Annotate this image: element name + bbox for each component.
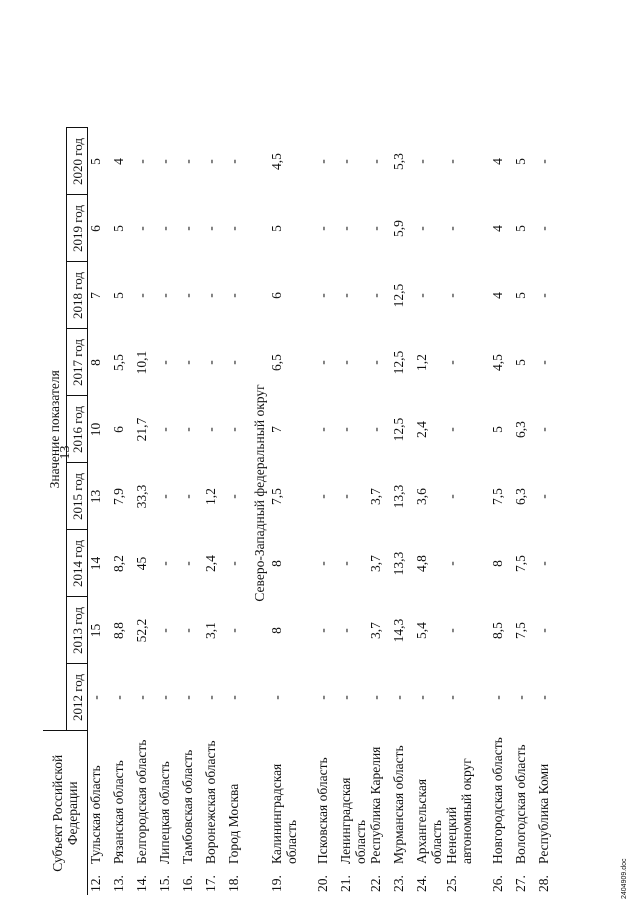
value-cell: -: [368, 159, 383, 164]
region-name: Республика Коми: [536, 763, 551, 864]
value-cell: 33,3: [134, 484, 149, 509]
value-cell: -: [180, 427, 195, 432]
value-cell: -: [444, 159, 459, 164]
value-cell: -: [203, 427, 218, 432]
value-cell: -: [134, 695, 149, 700]
value-cell: -: [368, 427, 383, 432]
region-name: Калининградская область: [269, 763, 299, 864]
value-cell: 6,5: [269, 354, 284, 371]
value-cell: 7,5: [513, 622, 528, 639]
value-cell: -: [391, 695, 406, 700]
value-cell: -: [444, 427, 459, 432]
region-name: Архангельская область: [414, 778, 444, 864]
row-number: 15.: [157, 875, 172, 892]
value-cell: -: [536, 628, 551, 633]
value-cell: 12,5: [391, 350, 406, 375]
subject-header: Субъект Российской Федерации: [43, 731, 88, 895]
value-cell: -: [180, 494, 195, 499]
value-cell: -: [157, 360, 172, 365]
region-name: Воронежская область: [203, 740, 218, 864]
value-cell: -: [536, 293, 551, 298]
value-cell: 5: [513, 225, 528, 232]
value-cell: -: [203, 159, 218, 164]
value-cell: -: [180, 561, 195, 566]
table-row: [315, 128, 338, 895]
value-cell: -: [315, 226, 330, 231]
row-number: 13.: [111, 875, 126, 892]
value-cell: -: [111, 695, 126, 700]
year-header: 2015 год: [67, 463, 88, 530]
file-footer: 2404909.doc: [621, 858, 628, 899]
value-cell: 7,9: [111, 488, 126, 505]
value-cell: 3,7: [368, 622, 383, 639]
row-number: 19.: [269, 875, 284, 892]
year-header: 2012 год: [67, 664, 88, 731]
value-cell: -: [444, 226, 459, 231]
value-cell: -: [157, 226, 172, 231]
region-name: Ненецкий автономный округ: [444, 758, 474, 864]
value-cell: -: [315, 695, 330, 700]
value-cell: -: [414, 293, 429, 298]
table-row: [157, 128, 180, 895]
value-cell: -: [414, 159, 429, 164]
value-cell: -: [157, 695, 172, 700]
value-cell: -: [203, 360, 218, 365]
value-cell: -: [315, 427, 330, 432]
table-row: [338, 128, 368, 895]
value-cell: -: [338, 494, 353, 499]
value-cell: -: [536, 226, 551, 231]
value-cell: -: [315, 561, 330, 566]
value-cell: 5: [269, 225, 284, 232]
value-cell: -: [444, 628, 459, 633]
value-cell: 13: [88, 489, 103, 504]
row-number: 16.: [180, 875, 195, 892]
value-cell: 6,3: [513, 488, 528, 505]
table-row: [111, 128, 134, 895]
value-cell: 4: [490, 158, 505, 165]
value-cell: -: [536, 427, 551, 432]
table-row: [414, 128, 444, 895]
year-header: 2014 год: [67, 530, 88, 597]
row-number: 26.: [490, 875, 505, 892]
value-cell: -: [226, 628, 241, 633]
value-cell: 3,7: [368, 488, 383, 505]
value-cell: -: [134, 159, 149, 164]
value-cell: -: [490, 695, 505, 700]
year-header: 2016 год: [67, 396, 88, 463]
value-cell: 15: [88, 623, 103, 638]
value-cell: 7,5: [513, 555, 528, 572]
region-name: Псковская область: [315, 757, 330, 864]
value-cell: 10,1: [134, 350, 149, 375]
table-row: [203, 128, 226, 895]
value-cell: 5: [111, 225, 126, 232]
value-cell: -: [157, 159, 172, 164]
value-cell: -: [180, 360, 195, 365]
value-cell: -: [157, 628, 172, 633]
value-cell: 8: [269, 560, 284, 567]
value-cell: 7: [88, 292, 103, 299]
value-cell: -: [338, 561, 353, 566]
value-cell: 7: [269, 426, 284, 433]
value-cell: 7,5: [269, 488, 284, 505]
value-cell: -: [134, 293, 149, 298]
value-cell: -: [315, 293, 330, 298]
value-cell: -: [414, 695, 429, 700]
value-cell: -: [444, 561, 459, 566]
value-cell: 13,3: [391, 551, 406, 576]
value-cell: -: [338, 226, 353, 231]
table-row: [88, 128, 112, 895]
value-cell: 45: [134, 556, 149, 571]
region-name: Город Москва: [226, 783, 241, 864]
table-row: [513, 128, 536, 895]
value-cell: -: [203, 293, 218, 298]
year-header: 2018 год: [67, 262, 88, 329]
row-number: 23.: [391, 875, 406, 892]
value-cell: 4: [111, 158, 126, 165]
table-row: [444, 128, 490, 895]
value-cell: -: [414, 226, 429, 231]
value-cell: 1,2: [414, 354, 429, 371]
value-cell: -: [180, 628, 195, 633]
value-cell: -: [157, 293, 172, 298]
value-cell: 5,5: [111, 354, 126, 371]
value-cell: 5: [513, 359, 528, 366]
value-cell: 10: [88, 422, 103, 437]
value-cell: 5,4: [414, 622, 429, 639]
value-cell: 21,7: [134, 417, 149, 442]
row-number: 18.: [226, 875, 241, 892]
value-cell: -: [444, 360, 459, 365]
region-name: Тамбовская область: [180, 749, 195, 864]
table-body: [88, 128, 560, 895]
row-number: 28.: [536, 875, 551, 892]
value-cell: 8,2: [111, 555, 126, 572]
row-number: 21.: [338, 875, 353, 892]
value-cell: -: [444, 293, 459, 298]
value-cell: -: [338, 695, 353, 700]
value-cell: 5: [111, 292, 126, 299]
year-header: 2013 год: [67, 597, 88, 664]
value-cell: 2,4: [414, 421, 429, 438]
district-row: [249, 128, 269, 895]
value-cell: -: [226, 360, 241, 365]
region-name: Липецкая область: [157, 761, 172, 864]
value-cell: -: [180, 226, 195, 231]
value-cell: -: [315, 360, 330, 365]
value-cell: -: [315, 628, 330, 633]
value-cell: 5: [490, 426, 505, 433]
table-row: [368, 128, 391, 895]
value-cell: 4,8: [414, 555, 429, 572]
value-cell: 1,2: [203, 488, 218, 505]
region-name: Мурманская область: [391, 745, 406, 864]
row-number: 14.: [134, 875, 149, 892]
value-cell: -: [157, 427, 172, 432]
value-cell: -: [536, 360, 551, 365]
value-cell: -: [338, 293, 353, 298]
table-row: [391, 128, 414, 895]
value-cell: -: [536, 159, 551, 164]
year-header: 2017 год: [67, 329, 88, 396]
value-cell: -: [226, 293, 241, 298]
value-cell: 5,9: [391, 220, 406, 237]
value-cell: 4,5: [269, 153, 284, 170]
value-cell: 52,2: [134, 618, 149, 643]
value-cell: 4,5: [490, 354, 505, 371]
value-cell: -: [315, 494, 330, 499]
table-row: [536, 128, 559, 895]
region-name: Вологодская область: [513, 744, 528, 864]
value-cell: 7,5: [490, 488, 505, 505]
value-cell: -: [368, 293, 383, 298]
value-cell: -: [180, 293, 195, 298]
value-cell: 12,5: [391, 283, 406, 308]
value-cell: -: [203, 226, 218, 231]
value-cell: -: [226, 561, 241, 566]
region-name: Новгородская область: [490, 737, 505, 864]
table-row: [269, 128, 315, 895]
district-label: Северо-Западный федеральный округ: [251, 384, 267, 602]
value-cell: 8: [490, 560, 505, 567]
value-cell: -: [338, 427, 353, 432]
value-cell: 4: [490, 225, 505, 232]
value-cell: 13,3: [391, 484, 406, 509]
value-cell: -: [513, 695, 528, 700]
row-number: 12.: [88, 875, 103, 892]
region-name: Ленинградская область: [338, 777, 368, 864]
row-number: 24.: [414, 875, 429, 892]
value-cell: -: [536, 695, 551, 700]
value-cell: 12,5: [391, 417, 406, 442]
value-cell: -: [203, 695, 218, 700]
year-header: 2019 год: [67, 195, 88, 262]
value-cell: 3,6: [414, 488, 429, 505]
value-cell: -: [134, 226, 149, 231]
table-row: [226, 128, 249, 895]
value-cell: 3,7: [368, 555, 383, 572]
value-cell: 6: [88, 225, 103, 232]
value-cell: -: [338, 360, 353, 365]
table-row: [490, 128, 513, 895]
value-cell: -: [88, 695, 103, 700]
value-cell: -: [226, 695, 241, 700]
value-cell: 6,3: [513, 421, 528, 438]
year-header: 2020 год: [67, 128, 88, 195]
value-cell: -: [368, 226, 383, 231]
value-cell: -: [338, 159, 353, 164]
row-number: 27.: [513, 875, 528, 892]
value-cell: 4: [490, 292, 505, 299]
value-cell: 6: [269, 292, 284, 299]
row-number: 20.: [315, 875, 330, 892]
table-row: [134, 128, 157, 895]
value-cell: 14,3: [391, 618, 406, 643]
region-name: Тульская область: [88, 765, 103, 864]
value-cell: -: [180, 695, 195, 700]
value-header: Значение показателя: [43, 128, 67, 731]
value-cell: -: [338, 628, 353, 633]
value-cell: 8: [269, 627, 284, 634]
value-cell: 8,8: [111, 622, 126, 639]
region-name: Белгородская область: [134, 739, 149, 864]
value-cell: 8,5: [490, 622, 505, 639]
value-cell: 14: [88, 556, 103, 571]
value-cell: -: [368, 360, 383, 365]
value-cell: 2,4: [203, 555, 218, 572]
value-cell: 5,3: [391, 153, 406, 170]
value-cell: 3,1: [203, 622, 218, 639]
row-number: 17.: [203, 875, 218, 892]
value-cell: -: [226, 427, 241, 432]
table-row: [180, 128, 203, 895]
value-cell: -: [444, 494, 459, 499]
value-cell: -: [368, 695, 383, 700]
value-cell: -: [315, 159, 330, 164]
value-cell: -: [444, 695, 459, 700]
row-number: 25.: [444, 875, 459, 892]
value-cell: -: [226, 226, 241, 231]
value-cell: 5: [513, 292, 528, 299]
value-cell: -: [226, 159, 241, 164]
value-cell: 8: [88, 359, 103, 366]
value-cell: -: [157, 561, 172, 566]
value-cell: 6: [111, 426, 126, 433]
region-name: Республика Карелия: [368, 746, 383, 864]
value-cell: -: [226, 494, 241, 499]
indicator-table: [43, 128, 559, 896]
row-number: 22.: [368, 875, 383, 892]
value-cell: -: [180, 159, 195, 164]
value-cell: 5: [513, 158, 528, 165]
region-name: Рязанская область: [111, 760, 126, 864]
value-cell: -: [536, 561, 551, 566]
page-number: 13: [58, 445, 73, 460]
value-cell: -: [536, 494, 551, 499]
value-cell: -: [157, 494, 172, 499]
value-cell: 5: [88, 158, 103, 165]
value-cell: -: [269, 695, 284, 700]
